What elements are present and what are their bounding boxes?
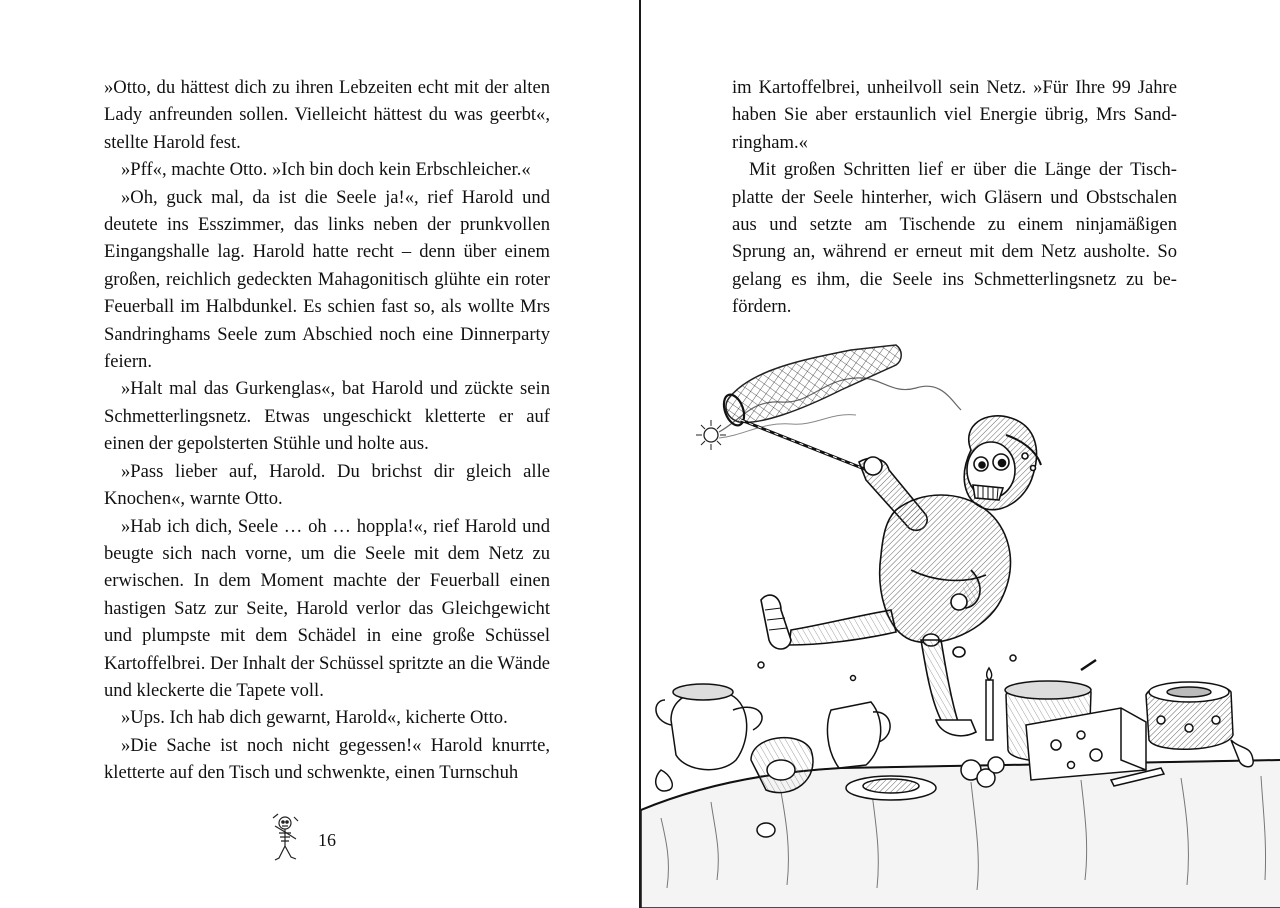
- paragraph: »Pass lieber auf, Harold. Du brichst dir gleich alle Knochen«, warnte Otto.: [104, 460, 550, 510]
- paragraph: »Otto, du hättest dich zu ihren Lebzeiten echt mit der alten Lady anfreunden sollen. Vielleicht hättest du was geerbt«, stellte Harold fest.: [104, 77, 550, 153]
- skeleton-net-illustration: [641, 340, 1280, 908]
- paragraph: »Die Sache ist noch nicht gegessen!« Harold knurrte, kletterte auf den Tisch und schwenkte, einen Turnschuh: [104, 734, 550, 784]
- skeleton-ornament-icon: [270, 812, 300, 864]
- paragraph: »Hab ich dich, Seele … oh … hoppla!«, rief Harold und beugte sich nach vorne, um die Seele mit dem Netz zu erwischen. In dem Moment machte der Feuerball einen hastigen Satz zur Seite, Harold verlor das Gleichgewicht und plumpste mit dem Schädel in eine große Schüssel Kartoffelbrei. Der Inhalt der Schüssel spritzte an die Wände und kleckerte die Tapete voll.: [104, 515, 550, 701]
- left-page: [0, 0, 639, 908]
- paragraph: Mit großen Schritten lief er über die Länge der Tischplatte der Seele hinterher, wich Gläsern und Obstschalen aus und setzte am Tischende zu einem ninjamäßigen Sprung an, während er erneut mit dem Netz ausholte. So gelang es ihm, die Seele ins Schmetterlingsnetz zu befördern.: [732, 159, 1177, 318]
- butterfly-net: [720, 345, 901, 470]
- right-page: [641, 0, 1280, 908]
- skeleton-figure: [761, 416, 1041, 736]
- paragraph: »Ups. Ich hab dich gewarnt, Harold«, kicherte Otto.: [121, 707, 508, 729]
- paragraph: »Halt mal das Gurkenglas«, bat Harold und zückte sein Schmetterlingsnetz. Etwas ungeschickt kletterte er auf einen der gepolsterten Stühle und holte aus.: [104, 378, 550, 455]
- page-number: 16: [318, 830, 336, 850]
- skeleton-with-net-icon: [641, 340, 1280, 908]
- paragraph: »Pff«, machte Otto. »Ich bin doch kein Erbschleicher.«: [121, 159, 531, 181]
- dinner-table: [641, 760, 1280, 908]
- left-page-text: [104, 74, 550, 787]
- paragraph: im Kartoffelbrei, unheilvoll sein Netz. »Für Ihre 99 Jahre haben Sie aber erstaunlich viel Energie übrig, Mrs Sandringham.«: [732, 77, 1177, 153]
- right-page-text: [732, 74, 1177, 321]
- paragraph: »Oh, guck mal, da ist die Seele ja!«, rief Harold und deutete ins Esszimmer, das links neben der prunkvollen Eingangshalle lag. Harold hatte recht – denn über einem großen, reichlich gedeckten Mahagonitisch glühte ein roter Feuerball im Halbdunkel. Es schien fast so, als wollte Mrs Sandringhams Seele zum Abschied noch eine Dinnerparty feiern.: [104, 186, 550, 373]
- page-footer: [270, 812, 360, 866]
